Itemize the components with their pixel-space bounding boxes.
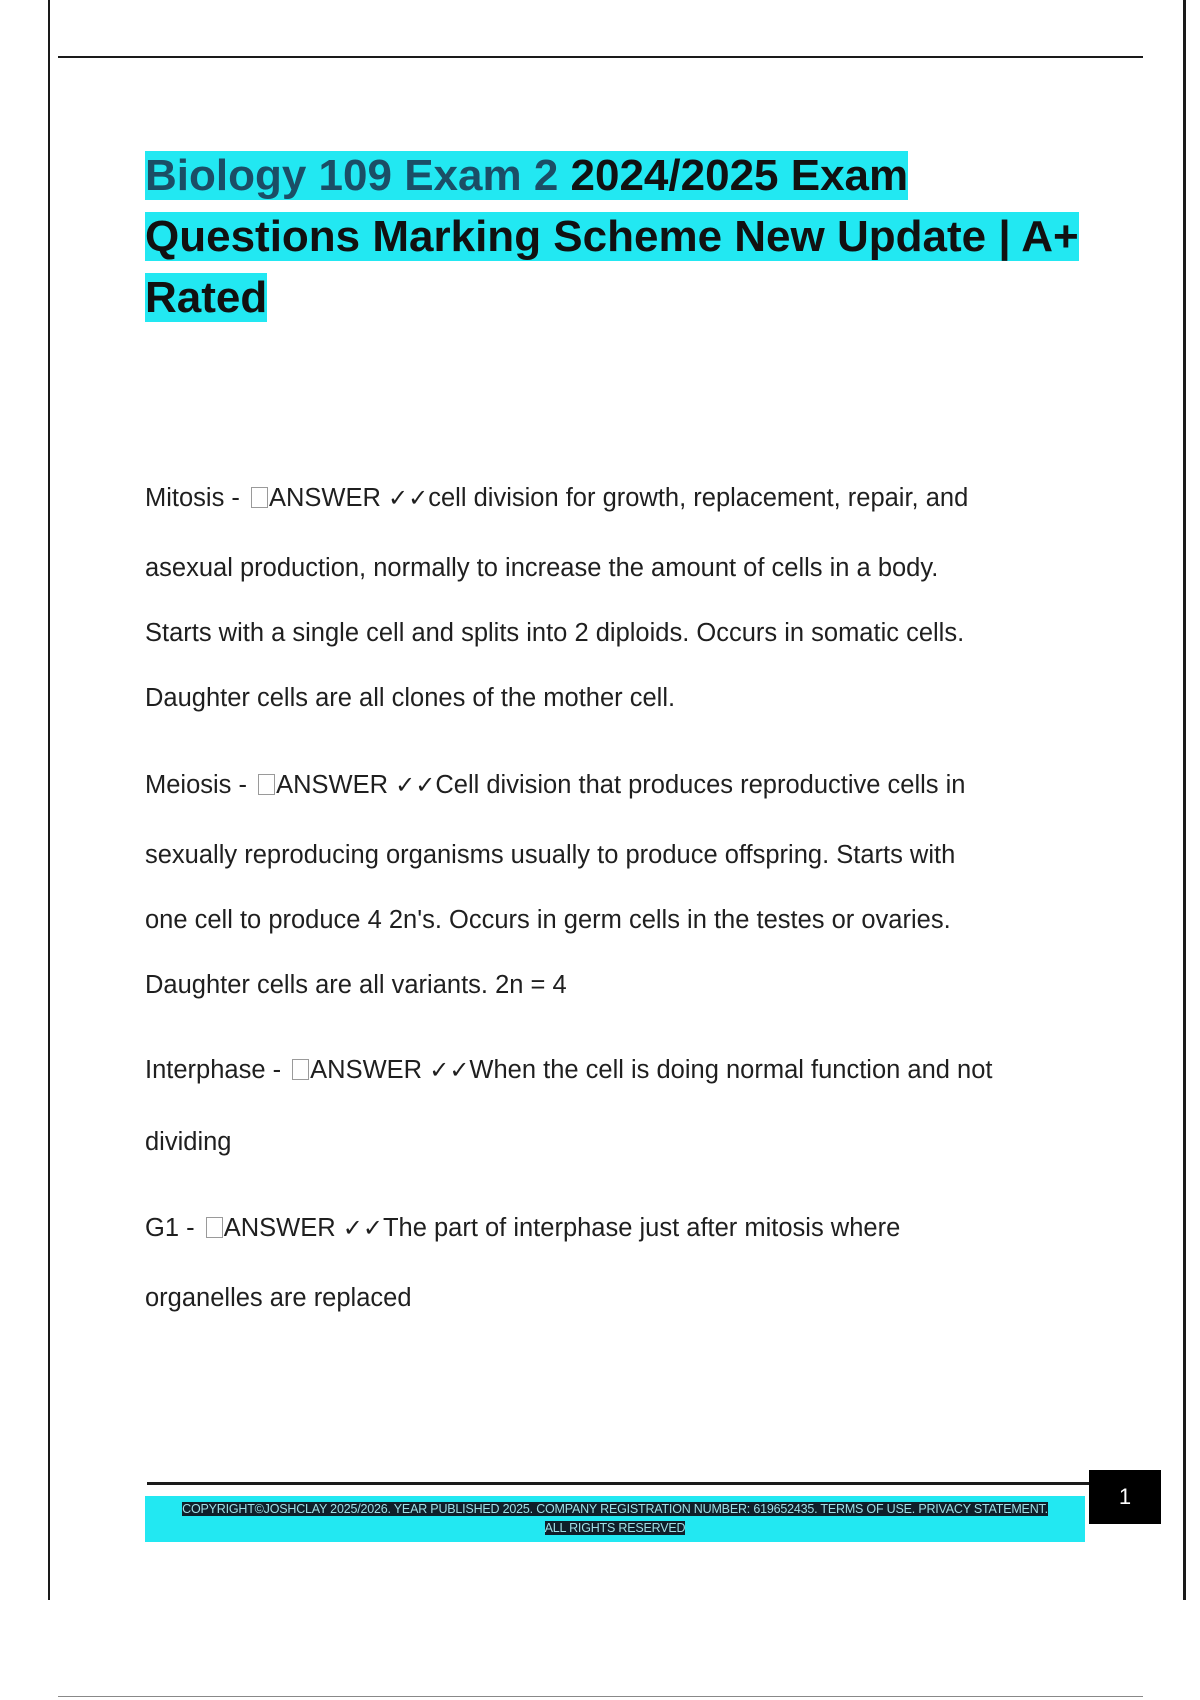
answer-box-icon xyxy=(292,1059,309,1080)
header-rule xyxy=(58,56,1143,58)
qa-answer-line: one cell to produce 4 2n's. Occurs in germ cells in the testes or ovaries. xyxy=(145,906,951,934)
page-border-left xyxy=(48,0,50,1600)
qa-answer-line: Cell division that produces reproductive cells in xyxy=(435,771,966,799)
bottom-rule xyxy=(58,1696,1143,1697)
answer-box-icon xyxy=(258,774,275,795)
document-title xyxy=(145,145,1095,328)
qa-answer-line: sexually reproducing organisms usually to produce offspring. Starts with xyxy=(145,841,956,869)
qa-question-line xyxy=(145,484,968,513)
qa-answer-line: Starts with a single cell and splits into 2 diploids. Occurs in somatic cells. xyxy=(145,619,965,647)
qa-answer-line: The part of interphase just after mitosis where xyxy=(382,1214,901,1242)
answer-label: ANSWER xyxy=(269,484,381,512)
answer-label: ANSWER xyxy=(223,1214,336,1242)
qa-question-line xyxy=(145,1214,900,1243)
qa-answer-line: Daughter cells are all variants. 2n = 4 xyxy=(145,971,567,999)
page-border-right xyxy=(1183,0,1186,1600)
page-number: 1 xyxy=(1089,1470,1161,1524)
double-check-icon: ✓✓ xyxy=(388,484,429,512)
double-check-icon: ✓✓ xyxy=(395,771,436,799)
answer-box-icon xyxy=(206,1217,223,1238)
qa-term: Interphase - xyxy=(145,1056,289,1084)
footer-copyright-text: COPYRIGHT©JOSHCLAY 2025/2026. YEAR PUBLISHED 2025. COMPANY REGISTRATION NUMBER: 619652435. TERMS OF USE. PRIVACY STATEMENT. ALL RIGHTS RESERVED xyxy=(182,1502,1048,1535)
qa-term: Meiosis - xyxy=(145,771,255,799)
qa-question-line xyxy=(145,1056,992,1085)
qa-answer-line: asexual production, normally to increase the amount of cells in a body. xyxy=(145,554,939,582)
footer-copyright xyxy=(175,1500,1055,1538)
qa-answer-line: Daughter cells are all clones of the mother cell. xyxy=(145,684,676,712)
qa-answer-line: cell division for growth, replacement, repair, and xyxy=(428,484,969,512)
qa-answer-line: When the cell is doing normal function and not xyxy=(469,1056,993,1084)
double-check-icon: ✓✓ xyxy=(429,1056,470,1084)
answer-label: ANSWER xyxy=(310,1056,423,1084)
qa-term: G1 - xyxy=(145,1214,202,1242)
document-title-subtitle: 2024/2025 Exam Questions Marking Scheme New Update | A+ Rated xyxy=(145,151,1079,322)
footer-rule xyxy=(147,1482,1092,1485)
qa-answer-line: dividing xyxy=(145,1128,232,1156)
answer-box-icon xyxy=(251,487,268,508)
document-title-course: Biology 109 Exam 2 xyxy=(145,151,559,200)
qa-question-line xyxy=(145,771,965,800)
qa-term: Mitosis - xyxy=(145,484,247,512)
qa-answer-line: organelles are replaced xyxy=(145,1284,412,1312)
answer-label: ANSWER xyxy=(276,771,389,799)
double-check-icon: ✓✓ xyxy=(342,1214,383,1242)
